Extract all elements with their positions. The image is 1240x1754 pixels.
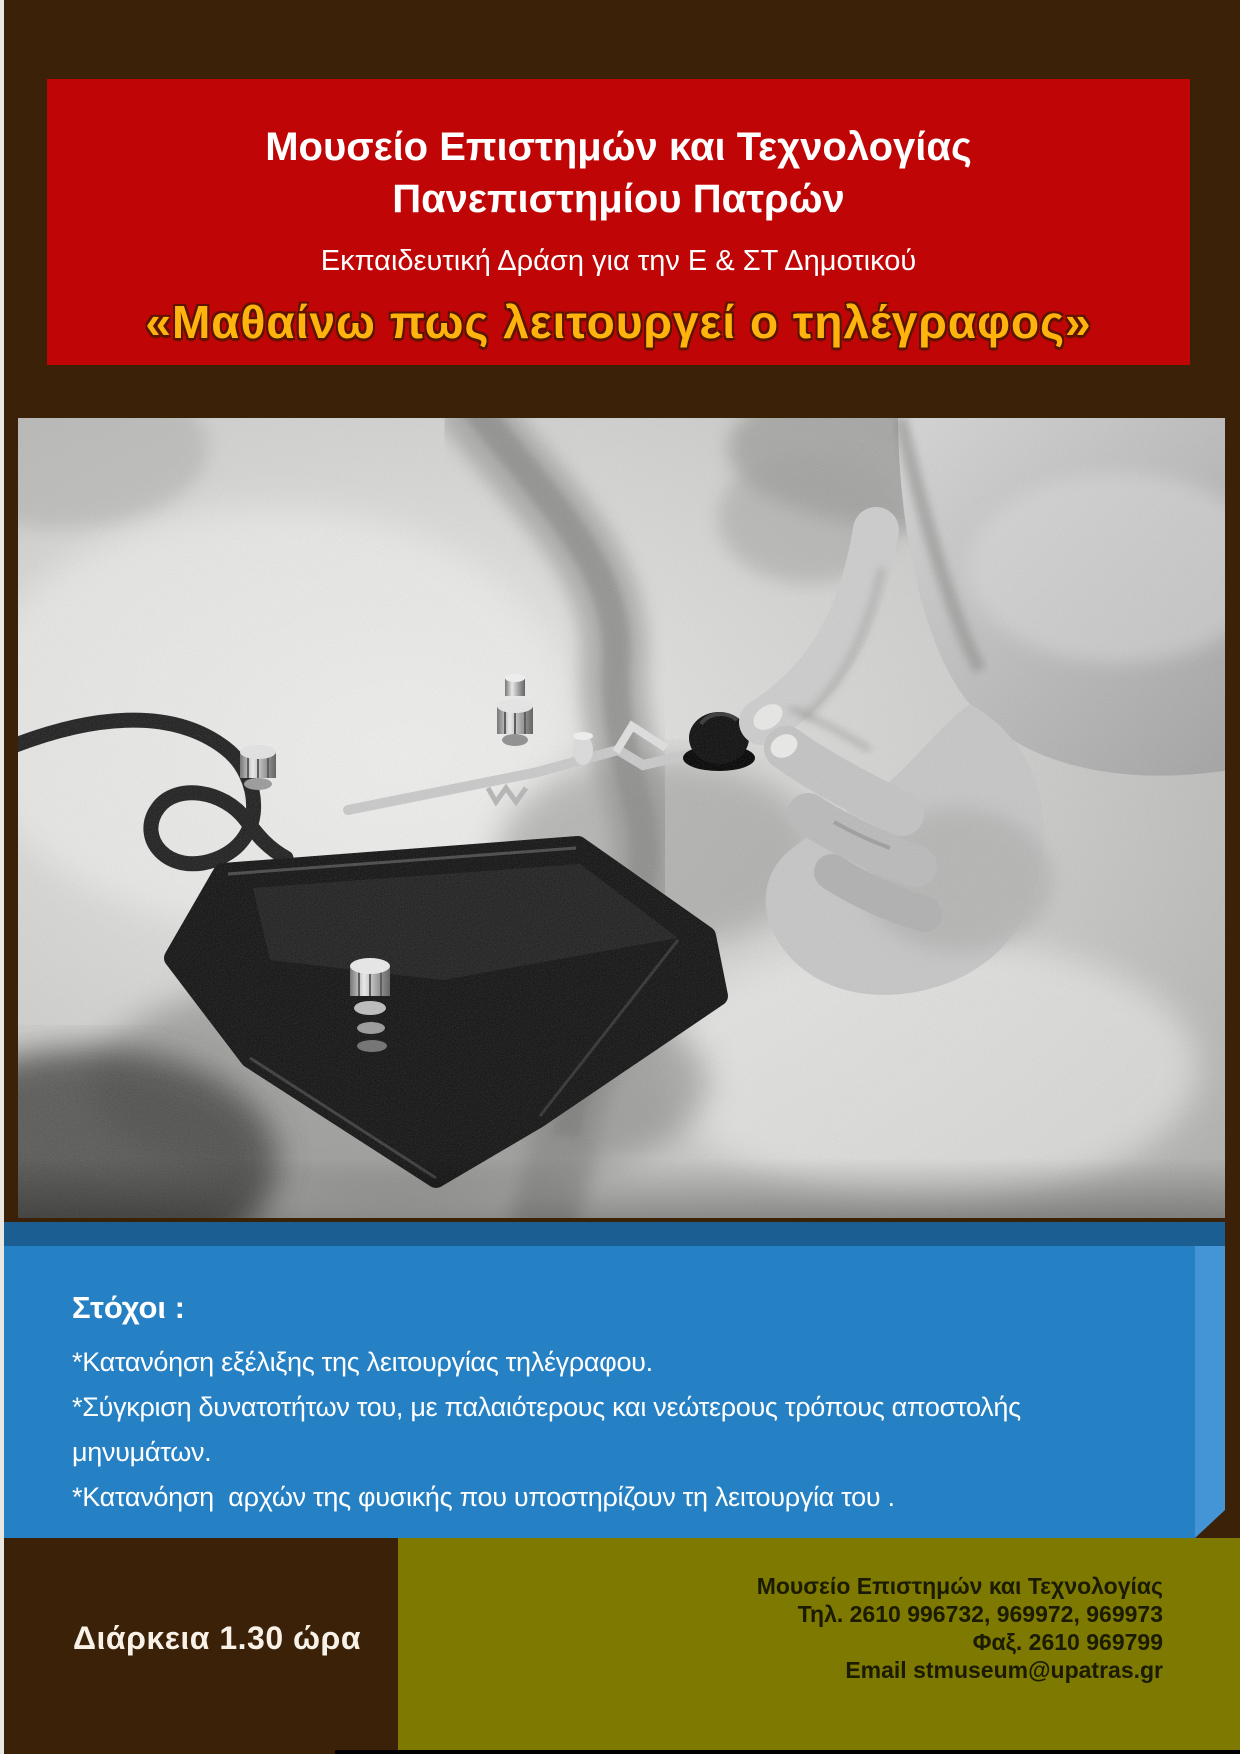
duration-label: Διάρκεια 1.30 ώρα [73, 1620, 362, 1656]
activity-subtitle: Εκπαιδευτική Δράση για την Ε & ΣΤ Δημοτικού [320, 245, 917, 277]
contact-panel [398, 1538, 1240, 1754]
contact-name: Μουσείο Επιστημών και Τεχνολογίας [756, 1573, 1163, 1599]
museum-title-line2: Πανεπιστημίου Πατρών [392, 177, 845, 221]
photo-bottom-vignette [18, 1158, 1225, 1218]
photo-grain [18, 418, 1225, 1218]
goals-panel-top-bevel [4, 1222, 1225, 1246]
goal-item: *Κατανόηση εξέλιξης της λειτουργίας τηλέγραφου. [72, 1347, 653, 1377]
bottom-black-strip [335, 1750, 1240, 1754]
museum-title-line1: Μουσείο Επιστημών και Τεχνολογίας [265, 125, 972, 169]
contact-fax: Φαξ. 2610 969799 [972, 1629, 1163, 1655]
contact-phone: Τηλ. 2610 996732, 969972, 969973 [797, 1601, 1163, 1627]
contact-email: Email stmuseum@upatras.gr [845, 1657, 1163, 1683]
goals-panel [4, 1222, 1225, 1538]
goals-heading: Στόχοι : [72, 1290, 185, 1325]
goal-item: *Κατανόηση αρχών της φυσικής που υποστηρίζουν τη λειτουργία του . [72, 1482, 895, 1512]
slogan-title: «Μαθαίνω πως λειτουργεί ο τηλέγραφος» [145, 296, 1092, 348]
telegraph-photo-scene [18, 418, 1225, 1218]
telegraph-key-photo [18, 418, 1225, 1218]
goals-panel-face [4, 1246, 1195, 1538]
header-red-panel [47, 79, 1190, 365]
goal-item: *Σύγκριση δυνατοτήτων του, με παλαιότερους και νεώτερους τρόπους αποστολής μηνυμάτων. [72, 1392, 1029, 1467]
goals-panel-right-bevel [1195, 1246, 1225, 1538]
